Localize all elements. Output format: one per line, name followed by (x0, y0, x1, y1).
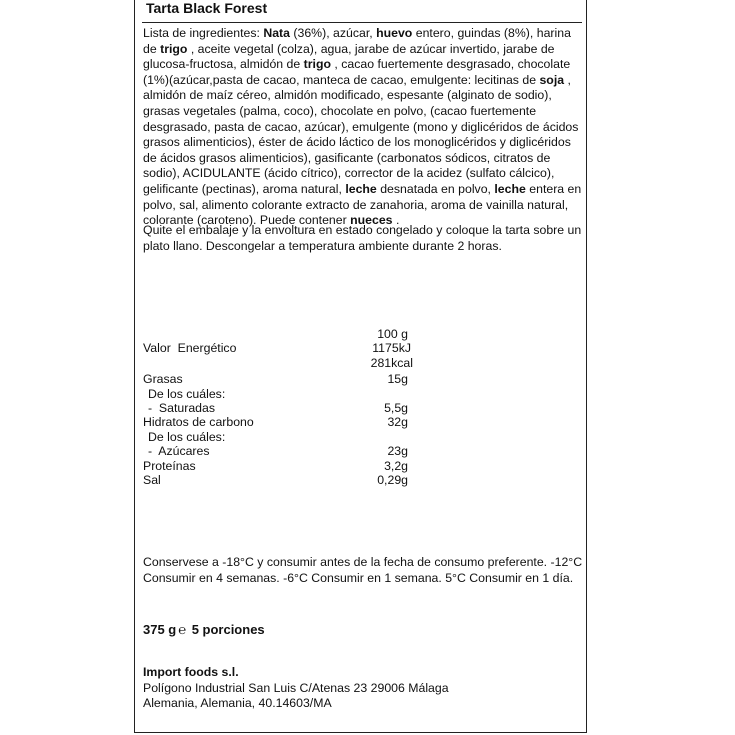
nutrient-label: Hidratos de carbono (143, 415, 254, 430)
nutrient-value: 1175kJ (372, 341, 411, 356)
nutrient-label: Sal (143, 472, 161, 487)
portions: 5 porciones (191, 622, 265, 637)
nutrient-value: 23g (387, 444, 408, 459)
allergen-text: leche (345, 181, 377, 196)
nutrient-value: 281kcal (370, 355, 413, 370)
ingredients-list (143, 26, 583, 229)
estimate-mark-icon: ℮ (178, 622, 187, 637)
nutrition-row (143, 430, 443, 444)
ingredient-text: Lista de ingredientes: (143, 26, 264, 40)
ingredient-text: , almidón de maíz céreo, almidón modificado, espesante (alginato de sodio), grasas vegetales (palma, coco), chocolate en polvo, (cacao fuertemente desgrasado, pasta de cacao, azúcar), emulgente (mono y diglicéridos de ácidos grasos alimenticios), éster de ácido láctico de los monoglicéridos y diglicéridos de ácidos grasos alimenticios), gasificante (carbonatos sódicos, citratos de sodio), ACIDULANTE (ácido cítrico), corrector de la acidez (sulfato cálcico), gelificante (pectinas), aroma natural, (143, 72, 579, 196)
nutrient-label: De los cuáles: (148, 429, 226, 444)
nutrient-label: Grasas (143, 372, 183, 387)
product-title: Tarta Black Forest (146, 0, 268, 16)
nutrient-value: 15g (387, 372, 408, 387)
nutrition-table (143, 327, 443, 487)
nutrient-value: 5,5g (384, 400, 408, 415)
title-row (142, 0, 582, 23)
ingredient-text: (36%), azúcar, (289, 26, 377, 40)
nutrient-value: 0,29g (377, 472, 408, 487)
net-weight-line (143, 622, 265, 637)
company-origin: Alemania, Alemania, 40.14603/MA (143, 696, 332, 711)
ingredient-text: , aceite vegetal (colza), agua, jarabe de azúcar invertido, jarabe de glucosa-fructosa, almidón de (143, 41, 555, 72)
allergen-text: soja (539, 72, 565, 87)
nutrient-value: 32g (387, 415, 408, 430)
ingredient-text: , cacao fuertemente desgrasado, chocolate (1%)(azúcar,pasta de cacao, manteca de cacao, emulgente: lecitinas de (143, 57, 571, 87)
nutrition-row (143, 415, 443, 429)
storage-instructions: Conservese a -18°C y consumir antes de la fecha de consumo preferente. -12°C Consumir en 4 semanas. -6°C Consumir en 1 semana. 5°C Consumir en 1 día. (143, 555, 583, 585)
allergen-text: nueces (350, 213, 393, 228)
company-address: Polígono Industrial San Luis C/Atenas 23 29006 Málaga (143, 680, 449, 695)
company-name: Import foods s.l. (143, 665, 239, 679)
nutrition-row (143, 341, 443, 355)
nutrient-label: De los cuáles: (148, 386, 226, 401)
nutrition-header-row (143, 327, 443, 341)
nutrient-value: 3,2g (384, 458, 408, 473)
allergen-text: leche (494, 181, 526, 196)
nutrient-label: - Saturadas (148, 400, 215, 415)
nutrient-label: Valor Energético (143, 341, 237, 356)
allergen-text: Nata (263, 26, 290, 40)
nutrition-row (143, 459, 443, 473)
nutrition-row (143, 387, 443, 401)
ingredient-text: entero, guindas (8%), harina de (143, 26, 571, 56)
nutrient-label: Proteínas (143, 458, 196, 473)
company-block (143, 665, 583, 712)
ingredient-text: entera en polvo, sal, alimento colorante extracto de zanahoria, aroma de vainilla natural, colorante (caroteno). Puede contener (143, 181, 582, 228)
allergen-text: trigo (160, 41, 188, 56)
ingredient-text: . (392, 213, 400, 228)
nutrition-row (143, 356, 443, 370)
nutrition-row (143, 444, 443, 458)
nutrient-label: - Azúcares (148, 444, 210, 459)
allergen-text: huevo (376, 26, 413, 40)
ingredient-text: desnatada en polvo, (376, 181, 495, 196)
nutrition-row (143, 372, 443, 386)
preparation-instructions: Quite el embalaje y la envoltura en estado congelado y coloque la tarta sobre un plato llano. Descongelar a temperatura ambiente durante 2 horas. (143, 223, 582, 253)
allergen-text: trigo (303, 57, 331, 72)
net-weight: 375 g (143, 622, 177, 637)
nutrition-row (143, 401, 443, 415)
nutrition-row (143, 473, 443, 487)
nutrition-per-100g-header: 100 g (377, 327, 408, 341)
